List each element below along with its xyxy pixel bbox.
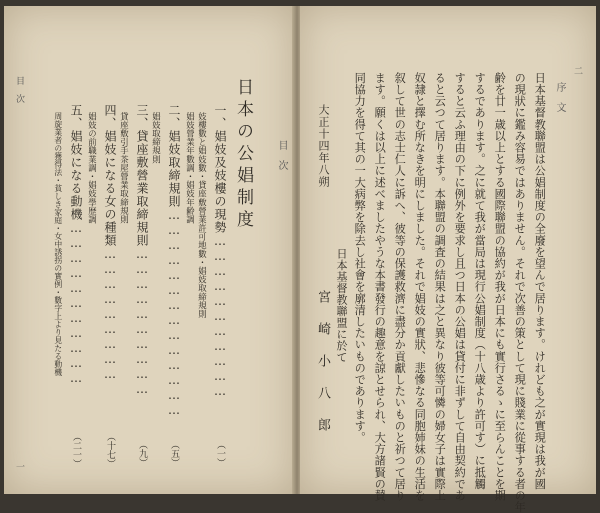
preface-column: するであります。之に就て我が當局は現行公娼制度（十八歳より許可す）に抵觸: [473, 72, 487, 490]
preface-column: すると云ふ理由の下に例外を要求し且つ日本の公娼は貸付に非ずして自由契約であ: [453, 72, 467, 502]
preface-date: 大正十四年八朔: [317, 104, 330, 188]
toc-subentry: 娼妓の前職業調・娼妓學歴調: [87, 112, 98, 224]
toc-section-3: 三、貸座敷營業取締規則…………………………: [135, 104, 149, 397]
toc-header: 目 次: [276, 140, 287, 170]
toc-section-1: 一、娼妓及妓樓の現勢……………………………: [213, 104, 227, 399]
preface-column: 日本基督教聯盟は公娼制度の全廢を望んで居ります。けれども之が實現は我が國: [533, 72, 547, 490]
toc-title: 日本の公娼制度: [233, 78, 253, 232]
toc-section-5: 五、娼妓になる動機……………………………: [69, 104, 83, 386]
toc-section-2: 二、娼妓取締規則……………………………………: [167, 104, 181, 418]
toc-subentry: 周旋業者の獲得法・貧しき家庭・女中誘拐の實例・數字上より見たる動機: [53, 112, 63, 376]
toc-page-5: （二一）: [71, 432, 81, 468]
toc-subentry: 妓樓數と娼妓數・貸座敷營業許可地數・娼妓取締規則: [197, 112, 208, 319]
preface-column: ると云つて居ります。本聯盟の調査の結果は之と異なり彼等可憐の婦女子は實際上: [433, 72, 447, 502]
preface-column: 同協力を得て其の一大病弊を除去し社會を廓清したいものであります。: [353, 72, 367, 444]
preface-column: 齢を廿一歳以上とする國際聯盟の協約が我が日本にも實行さるゝに至らんことを期: [493, 72, 507, 502]
page-number-right: 二: [572, 66, 582, 75]
toc-section-4: 四、娼妓になる女の種類………………………: [103, 104, 117, 382]
toc-running-head: 目 次: [14, 76, 24, 103]
toc-subentry: 娼妓營業年數調・娼妓年齢調: [185, 112, 196, 224]
preface-column: 奴隷と擇む所なきを明にしました。それで娼妓の實狀、悲慘なる同胞姉妹の生活を: [413, 72, 427, 502]
toc-page-4: （十七）: [105, 432, 115, 468]
toc-subentry: 貸座敷引手茶屋營業取締規則: [119, 112, 130, 224]
preface-header: 序 文: [554, 82, 565, 112]
preface-column: 叙して世の志士仁人に訴へ、彼等の保護救濟に盡分か貢獻したいものと祈つて居り: [393, 72, 407, 502]
toc-page-1: （一）: [215, 440, 225, 467]
toc-page-2: （五）: [169, 440, 179, 467]
preface-author: 宮 崎 小 八 郎: [315, 290, 330, 434]
preface-column: ます。願くは以上に述べましたやうな本書發行の趣意を諒とせられ、大方諸賢の賛: [373, 72, 387, 502]
preface-org: 日本基督教聯盟に於て: [335, 248, 348, 363]
toc-page-3: （九）: [137, 440, 147, 467]
page-number-left: 一: [14, 462, 24, 471]
toc-subentry: 娼妓取締規則: [151, 112, 162, 164]
preface-column: の現狀に鑑み容易ではありません。それで次善の策として現に賤業に從事する者の年: [513, 72, 527, 513]
